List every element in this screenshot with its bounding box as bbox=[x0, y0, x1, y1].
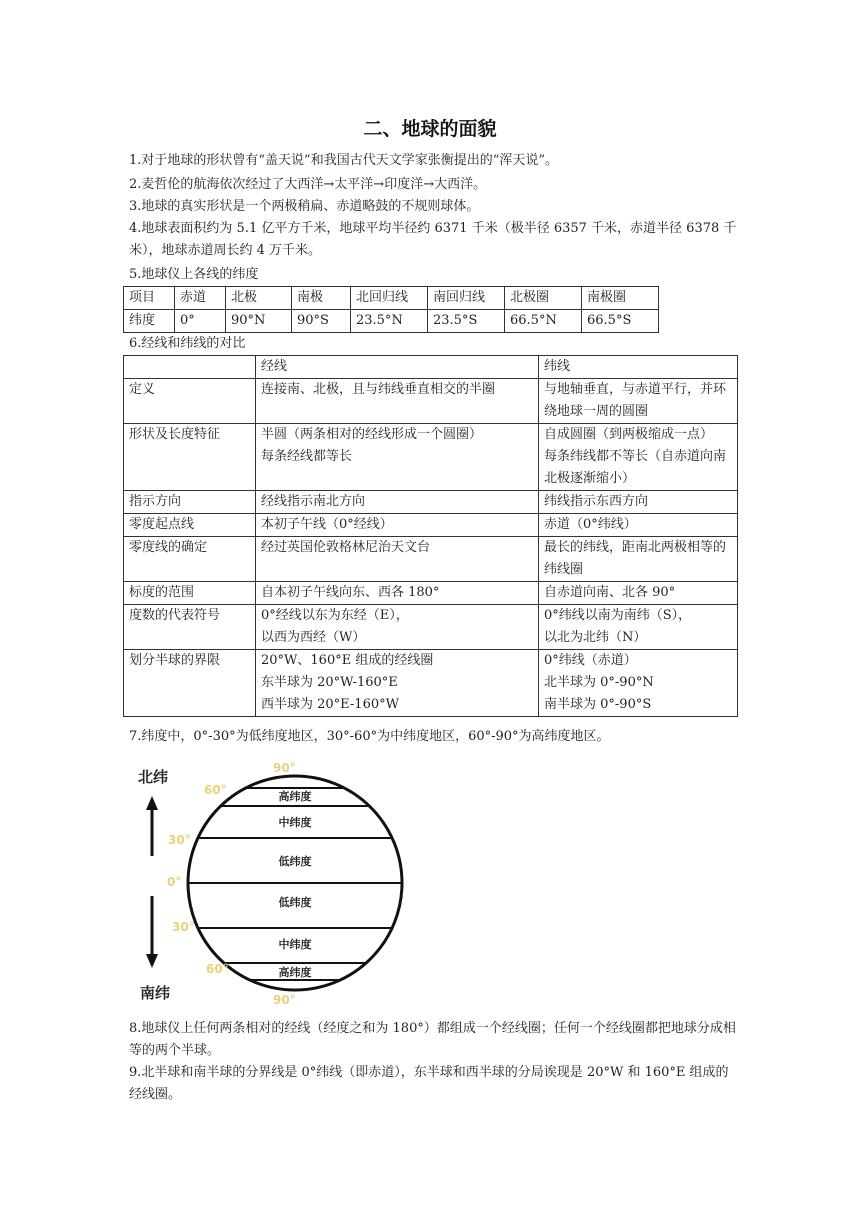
table-cell: 半圆（两条相对的经线形成一个圆圈） 每条经线都等长 bbox=[256, 424, 539, 491]
table-cell: 0° bbox=[175, 310, 226, 333]
table-row bbox=[124, 310, 659, 333]
table-row bbox=[124, 650, 738, 717]
table-cell: 南极圈 bbox=[582, 287, 659, 310]
table-cell: 形状及长度特征 bbox=[124, 424, 256, 491]
table-cell: 23.5°N bbox=[351, 310, 428, 333]
table-cell: 23.5°S bbox=[428, 310, 505, 333]
table-cell: 项目 bbox=[124, 287, 175, 310]
table-cell: 0°纬线以南为南纬（S）， 以北为北纬（N） bbox=[539, 605, 738, 650]
table-cell: 定义 bbox=[124, 379, 256, 424]
table-cell: 北极圈 bbox=[505, 287, 582, 310]
paragraph-5: 5.地球仪上各线的纬度 bbox=[129, 267, 259, 282]
table-cell: 经线 bbox=[256, 356, 539, 379]
table-row bbox=[124, 514, 738, 537]
table-cell: 本初子午线（0°经线） bbox=[256, 514, 539, 537]
table-row bbox=[124, 356, 738, 379]
table-row bbox=[124, 424, 738, 491]
zone-label: 高纬度 bbox=[278, 966, 312, 979]
paragraph-1: 1.对于地球的形状曾有“盖天说”和我国古代天文学家张衡提出的“浑天说”。 bbox=[129, 153, 558, 168]
table-cell: 纬度 bbox=[124, 310, 175, 333]
degree-label: 0° bbox=[167, 875, 182, 889]
table-row bbox=[124, 491, 738, 514]
degree-label: 60° bbox=[204, 783, 227, 797]
table-cell: 纬线指示东西方向 bbox=[539, 491, 738, 514]
latitude-table bbox=[123, 286, 659, 333]
table-cell: 经线指示南北方向 bbox=[256, 491, 539, 514]
table-cell: 0°经线以东为东经（E）， 以西为西经（W） bbox=[256, 605, 539, 650]
degree-label: 30° bbox=[168, 833, 191, 847]
paragraph-2: 2.麦哲伦的航海依次经过了大西洋→太平洋→印度洋→大西洋。 bbox=[129, 177, 487, 192]
table-cell: 指示方向 bbox=[124, 491, 256, 514]
north-latitude-label: 北纬 bbox=[138, 768, 169, 786]
table-cell: 北极 bbox=[226, 287, 292, 310]
table-cell bbox=[124, 356, 256, 379]
zone-label: 中纬度 bbox=[278, 816, 312, 829]
table-cell: 标度的范围 bbox=[124, 582, 256, 605]
table-cell: 经过英国伦敦格林尼治天文台 bbox=[256, 537, 539, 582]
meridian-parallel-table bbox=[123, 355, 738, 717]
table-cell: 度数的代表符号 bbox=[124, 605, 256, 650]
table-cell: 连接南、北极，且与纬线垂直相交的半圈 bbox=[256, 379, 539, 424]
degree-label: 30° bbox=[172, 920, 195, 934]
table-cell: 20°W、160°E 组成的经线圈 东半球为 20°W-160°E 西半球为 20°E-160°W bbox=[256, 650, 539, 717]
table-cell: 90°N bbox=[226, 310, 292, 333]
table-cell: 南极 bbox=[292, 287, 351, 310]
table-cell: 0°纬线（赤道） 北半球为 0°-90°N 南半球为 0°-90°S bbox=[539, 650, 738, 717]
table-cell: 划分半球的界限 bbox=[124, 650, 256, 717]
table-row bbox=[124, 287, 659, 310]
table-row bbox=[124, 537, 738, 582]
table-cell: 赤道（0°纬线） bbox=[539, 514, 738, 537]
paragraph-3: 3.地球的真实形状是一个两极稍扁、赤道略鼓的不规则球体。 bbox=[129, 199, 480, 214]
paragraph-7: 7.纬度中，0°-30°为低纬度地区，30°-60°为中纬度地区，60°-90°为高纬度地区。 bbox=[129, 729, 610, 744]
table-cell: 最长的纬线，距南北两极相等的纬线圈 bbox=[539, 537, 738, 582]
table-cell: 赤道 bbox=[175, 287, 226, 310]
zone-label: 低纬度 bbox=[278, 896, 312, 909]
zone-label: 高纬度 bbox=[278, 790, 312, 803]
table-cell: 66.5°N bbox=[505, 310, 582, 333]
page-title: 二、地球的面貌 bbox=[363, 118, 497, 140]
table-cell: 纬线 bbox=[539, 356, 738, 379]
paragraph-6: 6.经线和纬线的对比 bbox=[129, 336, 246, 351]
table-cell: 自赤道向南、北各 90° bbox=[539, 582, 738, 605]
zone-label: 中纬度 bbox=[278, 938, 312, 951]
latitude-zones-diagram bbox=[130, 758, 410, 1008]
degree-label: 90° bbox=[273, 993, 296, 1007]
paragraph-8: 8.地球仪上任何两条相对的经线（经度之和为 180°）都组成一个经线圈；任何一个经线圈都把地球分成相等的两个半球。 bbox=[129, 1021, 736, 1058]
zone-label: 低纬度 bbox=[278, 855, 312, 868]
table-cell: 零度线的确定 bbox=[124, 537, 256, 582]
table-row bbox=[124, 379, 738, 424]
degree-label: 90° bbox=[273, 761, 296, 775]
table-cell: 南回归线 bbox=[428, 287, 505, 310]
north-arrowhead bbox=[146, 796, 158, 810]
table-cell: 北回归线 bbox=[351, 287, 428, 310]
table-cell: 自成圆圈（到两极缩成一点） 每条纬线都不等长（自赤道向南北极逐渐缩小） bbox=[539, 424, 738, 491]
south-arrowhead bbox=[146, 954, 158, 968]
table-cell: 零度起点线 bbox=[124, 514, 256, 537]
table-cell: 90°S bbox=[292, 310, 351, 333]
south-latitude-label: 南纬 bbox=[140, 984, 171, 1002]
table-row bbox=[124, 582, 738, 605]
table-cell: 自本初子午线向东、西各 180° bbox=[256, 582, 539, 605]
degree-label: 60° bbox=[206, 962, 229, 976]
paragraph-4: 4.地球表面积约为 5.1 亿平方千米，地球平均半径约 6371 千米（极半径 6357 千米，赤道半径 6378 千米），地球赤道周长约 4 万千米。 bbox=[129, 221, 737, 258]
table-cell: 与地轴垂直，与赤道平行，并环绕地球一周的圆圈 bbox=[539, 379, 738, 424]
paragraph-9: 9.北半球和南半球的分界线是 0°纬线（即赤道），东半球和西半球的分局诶现是 20°W 和 160°E 组成的经线圈。 bbox=[129, 1065, 729, 1102]
table-row bbox=[124, 605, 738, 650]
table-cell: 66.5°S bbox=[582, 310, 659, 333]
